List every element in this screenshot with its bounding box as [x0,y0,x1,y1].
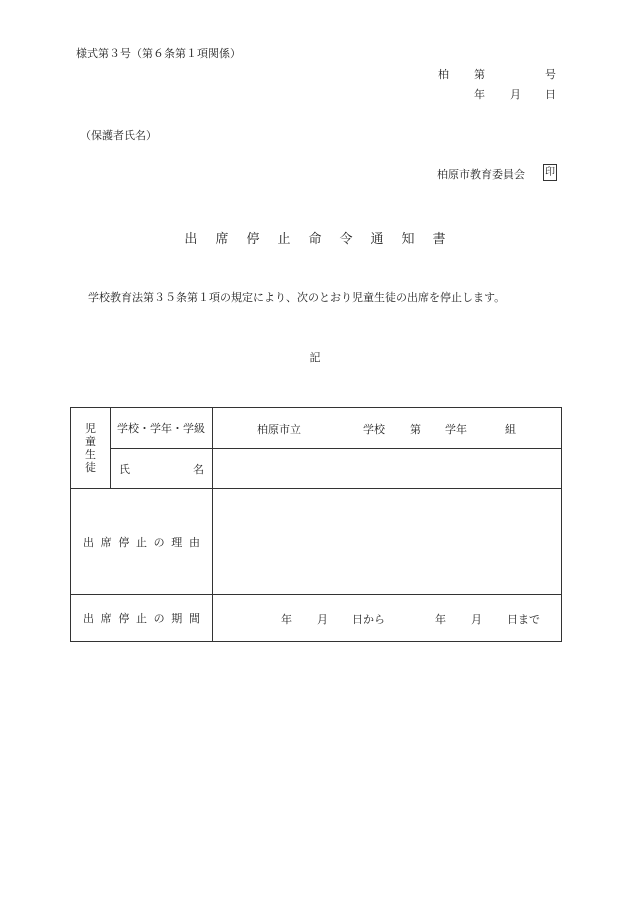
ref-city: 柏 [438,68,449,81]
name-field[interactable] [213,449,562,489]
date-month: 月 [510,88,521,101]
form-number: 様式第３号（第６条第１項関係） [76,47,241,60]
title-char: 令 [339,232,371,247]
guardian-name-label: （保護者氏名） [80,129,157,142]
ref-go: 号 [545,68,556,81]
title-char: 止 [277,232,309,247]
title-char: 書 [432,232,464,247]
form-table [70,407,562,642]
reason-field[interactable] [213,489,562,595]
title-char: 停 [246,232,278,247]
title-char: 席 [215,232,247,247]
ref-dai: 第 [474,68,485,81]
date-year: 年 [474,88,485,101]
school-grade-field[interactable]: 柏原市立 学校 第 学年 組 [213,408,562,449]
title-char: 知 [401,232,433,247]
document-title [0,228,630,247]
period-label: 出 席 停 止 の 期 間 [71,595,213,642]
reason-label: 出 席 停 止 の 理 由 [71,489,213,595]
seal-stamp: 印 [543,164,557,181]
date-day: 日 [545,88,556,101]
ki-heading: 記 [309,351,321,364]
school-grade-label: 学校・学年・学級 [111,408,213,449]
period-field[interactable]: 年 月 日から 年 月 日まで [213,595,562,642]
name-label: 氏 名 [111,449,213,489]
body-text: 学校教育法第３５条第１項の規定により、次のとおり児童生徒の出席を停止します。 [88,291,506,304]
title-char: 命 [308,232,340,247]
student-label: 児 童 生 徒 [71,408,111,489]
title-char: 通 [370,232,402,247]
title-char: 出 [184,232,216,247]
issuer-name: 柏原市教育委員会 [437,168,525,181]
